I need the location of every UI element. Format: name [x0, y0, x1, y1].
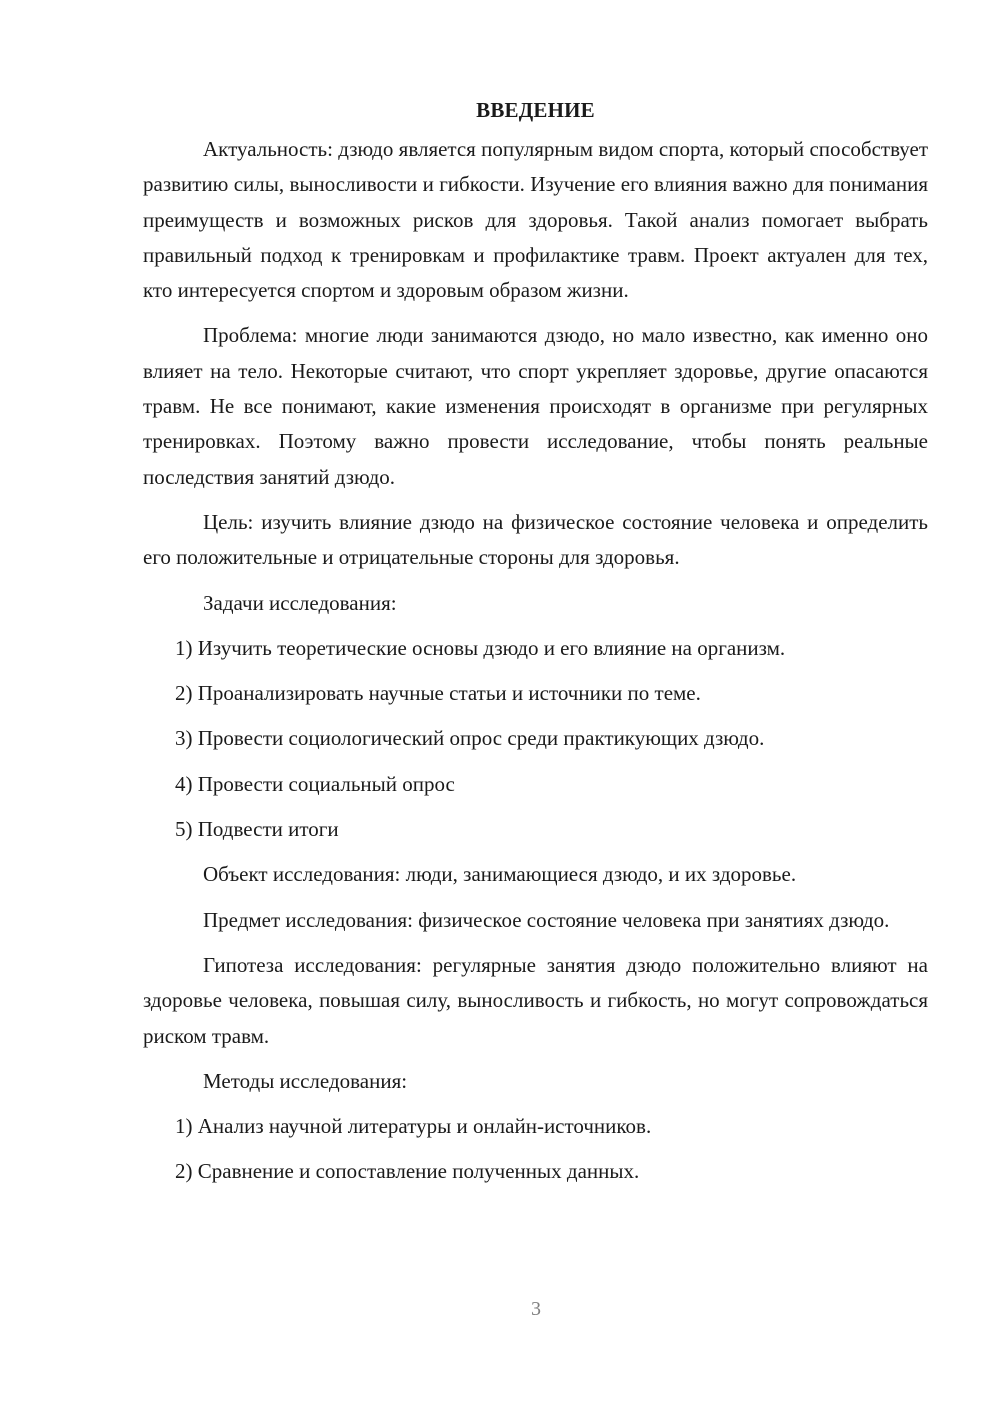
- task-item: 2) Проанализировать научные статьи и источники по теме.: [175, 681, 701, 706]
- methods-label: Методы исследования:: [203, 1068, 408, 1093]
- section-title: ВВЕДЕНИЕ: [476, 98, 595, 122]
- methods-list: [143, 1109, 928, 1190]
- method-item: 1) Анализ научной литературы и онлайн-источников.: [175, 1114, 652, 1139]
- task-item: 3) Провести социологический опрос среди практикующих дзюдо.: [175, 726, 765, 751]
- paragraph-hypothesis: Гипотеза исследования: регулярные занятия дзюдо положительно влияют на здоровье человека, повышая силу, выносливость и гибкость, но могут сопровождаться риском травм.: [143, 952, 928, 1048]
- task-item: 1) Изучить теоретические основы дзюдо и его влияние на организм.: [175, 635, 786, 660]
- tasks-list: [143, 631, 928, 847]
- task-item: 4) Провести социальный опрос: [175, 771, 455, 796]
- task-item: 5) Подвести итоги: [175, 817, 339, 842]
- paragraph-problem: Проблема: многие люди занимаются дзюдо, но мало известно, как именно оно влияет на тело. Некоторые считают, что спорт укрепляет здоровье, другие опасаются травм. Не все понимают, какие изменения происходят в организме при регулярных тренировках. Поэтому важно провести исследование, чтобы понять реальные последствия занятий дзюдо.: [143, 323, 928, 489]
- paragraph-object: Объект исследования: люди, занимающиеся дзюдо, и их здоровье.: [203, 862, 797, 887]
- page-number: 3: [531, 1298, 541, 1320]
- paragraph-subject: Предмет исследования: физическое состояние человека при занятиях дзюдо.: [203, 907, 890, 932]
- method-item: 2) Сравнение и сопоставление полученных данных.: [175, 1159, 640, 1184]
- tasks-label: Задачи исследования:: [203, 590, 397, 615]
- paragraph-relevance: Актуальность: дзюдо является популярным видом спорта, который способствует развитию силы, выносливости и гибкости. Изучение его влияния важно для понимания преимуществ и возможных рисков для здоровья. Такой анализ помогает выбрать правильный подход к тренировкам и профилактике травм. Проект актуален для тех, кто интересуется спортом и здоровым образом жизни.: [143, 137, 928, 303]
- paragraph-goal: Цель: изучить влияние дзюдо на физическое состояние человека и определить его положительные и отрицательные стороны для здоровья.: [143, 509, 928, 570]
- document-page: [143, 96, 928, 1200]
